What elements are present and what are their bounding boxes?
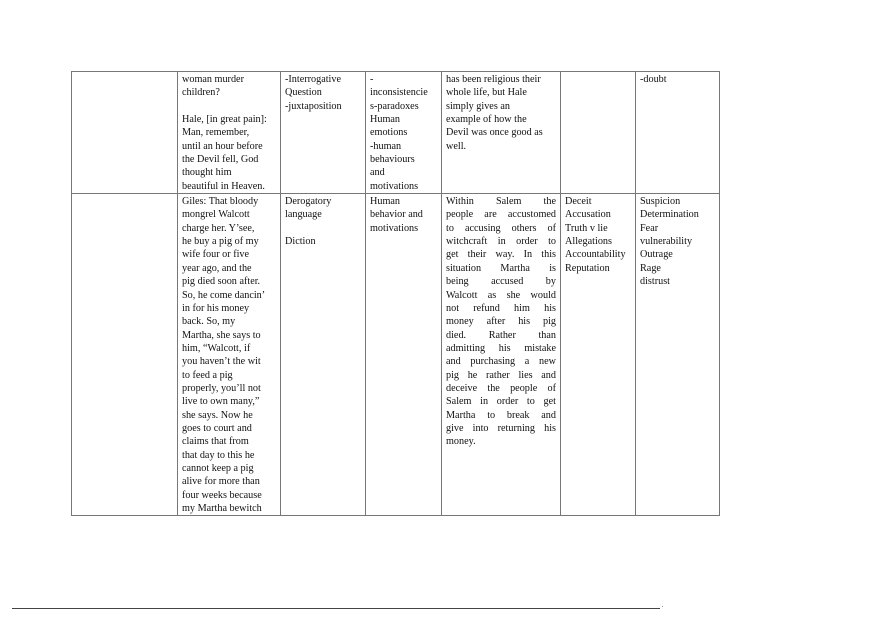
theme-line: -	[370, 74, 374, 85]
quote-line: woman murder	[182, 74, 244, 85]
concept-line: Accusation	[565, 209, 611, 221]
analysis-line: people are accustomed	[446, 209, 556, 221]
analysis-table	[71, 71, 720, 516]
quote-line: she says. Now he	[182, 409, 253, 421]
theme-line: s-paradoxes	[370, 100, 419, 112]
quote-line: four weeks because	[182, 489, 262, 501]
analysis-line: money after his pig	[446, 316, 556, 328]
quote-line: cannot keep a pig	[182, 462, 254, 474]
analysis-line: died. Rather than	[446, 329, 556, 341]
quote-line: mongrel Walcott	[182, 209, 250, 221]
analysis-line: Devil was once good as	[446, 127, 543, 139]
technique-line: Diction	[285, 236, 316, 248]
analysis-line: get their way. In this	[446, 249, 556, 261]
theme-line: emotions	[370, 127, 408, 139]
quote-cell	[178, 194, 281, 516]
emotion-cell	[636, 194, 720, 516]
technique-cell	[281, 72, 366, 194]
quote-line: claims that from	[182, 436, 249, 448]
quote-line: you haven’t the wit	[182, 356, 261, 368]
footer-rule	[12, 608, 660, 609]
analysis-line: Salem in order to get	[446, 396, 556, 408]
quote-line: beautiful in Heaven.	[182, 180, 265, 192]
quote-line: to feed a pig	[182, 369, 233, 381]
row-label-cell	[72, 72, 178, 194]
theme-line: behavior and	[370, 209, 423, 221]
emotion-line: distrust	[640, 276, 671, 288]
analysis-line: situation Martha is	[446, 262, 556, 274]
quote-line: Martha, she says to	[182, 329, 261, 341]
concept-cell	[561, 194, 636, 516]
analysis-line: example of how the	[446, 114, 527, 126]
quote-line: So, he come dancin’	[182, 289, 266, 301]
quote-line: charge her. Y’see,	[182, 222, 255, 234]
quote-line: until an hour before	[182, 140, 263, 152]
analysis-line: to accusing others of	[446, 222, 556, 234]
analysis-line: deceive the people of	[446, 382, 556, 394]
quote-line: Giles: That bloody	[182, 196, 259, 208]
quote-line: properly, you’ll not	[182, 382, 261, 394]
theme-cell	[366, 72, 442, 194]
theme-line: motivations	[370, 180, 419, 192]
quote-line: in for his money	[182, 302, 250, 314]
concept-line: Deceit	[565, 196, 592, 208]
analysis-line: well.	[446, 140, 467, 152]
emotion-line: Fear	[640, 222, 659, 234]
emotion-line: -doubt	[640, 74, 667, 85]
analysis-line: not refund him his	[446, 302, 556, 314]
technique-line: -juxtaposition	[285, 100, 342, 112]
table-row	[72, 72, 720, 194]
quote-line: wife four or five	[182, 249, 250, 261]
analysis-line: being accused by	[446, 276, 556, 288]
quote-line: my Martha bewitch	[182, 503, 262, 514]
analysis-line: Martha to break and	[446, 409, 556, 421]
quote-line: thought him	[182, 167, 232, 179]
analysis-cell	[442, 72, 561, 194]
analysis-line: and purchasing a new	[446, 356, 556, 368]
quote-cell	[178, 72, 281, 194]
theme-line: -human	[370, 140, 402, 152]
quote-line: that day to this he	[182, 449, 255, 461]
technique-line: -Interrogative	[285, 74, 342, 85]
analysis-line: admitting his mistake	[446, 342, 556, 354]
quote-line: the Devil fell, God	[182, 154, 259, 166]
analysis-line: pig he rather lies and	[446, 369, 556, 381]
theme-line: motivations	[370, 222, 419, 234]
concept-line: Allegations	[565, 236, 612, 248]
analysis-line: give into returning his	[446, 422, 556, 434]
emotion-line: Suspicion	[640, 196, 681, 208]
footer-mark	[662, 606, 663, 607]
quote-line: year ago, and the	[182, 262, 252, 274]
quote-line: alive for more than	[182, 476, 260, 488]
analysis-line: Within Salem the	[446, 196, 556, 208]
technique-cell	[281, 194, 366, 516]
analysis-line: Walcott as she would	[446, 289, 556, 301]
concept-line: Reputation	[565, 262, 610, 274]
analysis-line: witchcraft in order to	[446, 236, 556, 248]
quote-line: goes to court and	[182, 422, 252, 434]
quote-line: pig died soon after.	[182, 276, 261, 288]
theme-line: and	[370, 167, 385, 179]
theme-line: Human	[370, 114, 400, 126]
technique-line: Derogatory	[285, 196, 332, 208]
analysis-line: simply gives an	[446, 100, 510, 112]
quote-line: children?	[182, 87, 220, 99]
emotion-line: Outrage	[640, 249, 673, 261]
technique-line: language	[285, 209, 322, 221]
row-label-cell	[72, 194, 178, 516]
concept-line: Accountability	[565, 249, 626, 261]
theme-line: Human	[370, 196, 400, 208]
concept-line: Truth v lie	[565, 222, 608, 234]
theme-line: inconsistencie	[370, 87, 428, 99]
concept-cell	[561, 72, 636, 194]
quote-line: him, “Walcott, if	[182, 342, 251, 354]
analysis-line: money.	[446, 436, 476, 448]
table-row	[72, 194, 720, 516]
quote-line: he buy a pig of my	[182, 236, 259, 248]
theme-line: behaviours	[370, 154, 415, 166]
quote-line: Man, remember,	[182, 127, 250, 139]
quote-line: Hale, [in great pain]:	[182, 114, 267, 126]
theme-cell	[366, 194, 442, 516]
technique-line: Question	[285, 87, 322, 99]
analysis-line: whole life, but Hale	[446, 87, 527, 99]
quote-line: live to own many,”	[182, 396, 260, 408]
quote-line: back. So, my	[182, 316, 236, 328]
emotion-cell	[636, 72, 720, 194]
analysis-line: has been religious their	[446, 74, 541, 85]
emotion-line: Determination	[640, 209, 699, 221]
emotion-line: vulnerability	[640, 236, 693, 248]
analysis-cell	[442, 194, 561, 516]
emotion-line: Rage	[640, 262, 661, 274]
